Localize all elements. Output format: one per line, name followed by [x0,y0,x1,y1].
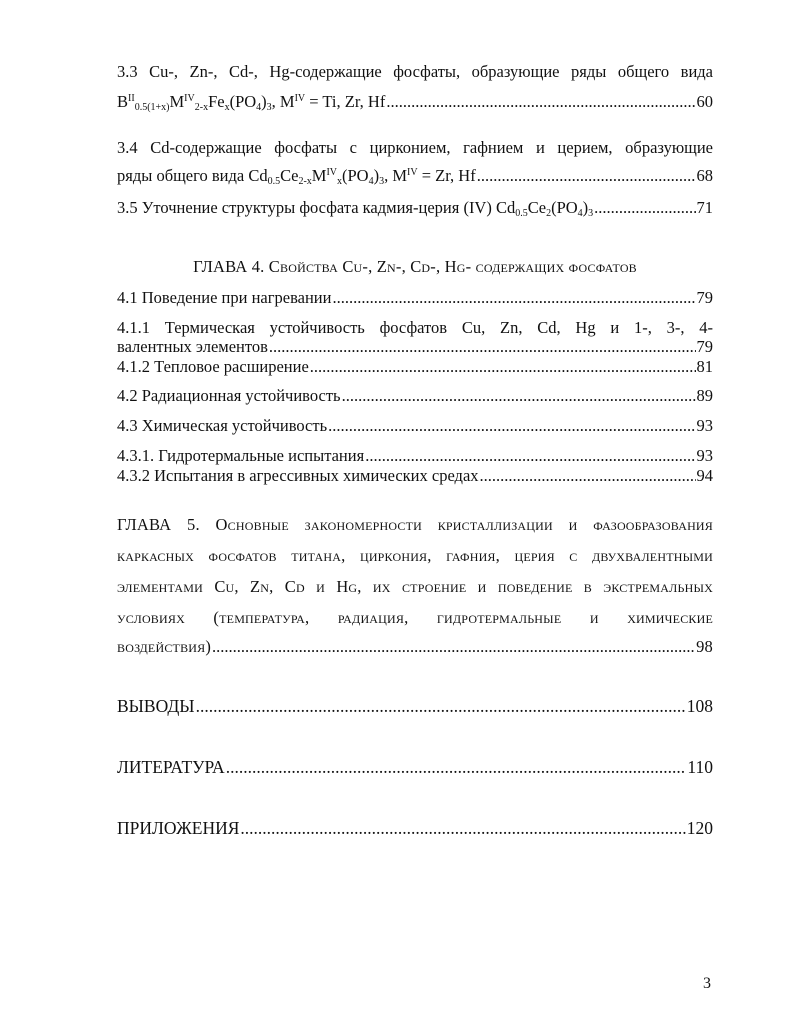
toc-4-3-1-text: 4.3.1. Гидротермальные испытания [117,446,365,465]
leader-dots [226,757,687,777]
toc-3-4-page: 68 [696,166,713,185]
leader-dots [477,166,696,186]
toc-4-3 [117,416,713,436]
leader-dots [480,466,696,486]
toc-literature-page: 110 [687,757,713,777]
chapter-5-line2: каркасных фосфатов титана, циркония, гафния, церия с двухвалентными [117,546,713,565]
chapter-5-line1: ГЛАВА 5. Основные закономерности кристаллизации и фазообразования [117,515,713,534]
toc-4-2-page: 89 [696,386,713,405]
toc-4-3-1-page: 93 [696,446,713,465]
chapter-5-page: 98 [696,637,713,656]
toc-3-5-formula: $Cd_{0.5}Ce_2(PO_4)_3$ [495,198,594,219]
leader-dots [269,337,696,357]
toc-3-4-formula: $Cd_{0.5}Ce_{2-x}M^{IV}_x(PO_4)_3$, $M^{IV} = Zr$, Hf [248,166,476,187]
toc-4-3-text: 4.3 Химическая устойчивость [117,416,328,435]
toc-3-3-formula: $B^{II}_{0.5(1+x)}M^{IV}_{2-x}Fe_x(PO_4)_3$, $M^{IV} = Ti$, Zr, Hf [117,92,386,113]
page-number: 3 [703,975,711,992]
toc-4-3-2-text: 4.3.2 Испытания в агрессивных химических средах [117,466,479,485]
toc-3-5-text: 3.5 Уточнение структуры фосфата кадмия-церия (IV) [117,198,492,217]
toc-4-1-text: 4.1 Поведение при нагревании [117,288,332,307]
toc-3-4-line1: 3.4 Cd-содержащие фосфаты с цирконием, гафнием и церием, образующие [117,138,713,157]
toc-4-3-page: 93 [696,416,713,435]
toc-3-3-line1: 3.3 Cu-, Zn-, Cd-, Hg-содержащие фосфаты, образующие ряды общего вида [117,62,713,81]
toc-literature-text: ЛИТЕРАТУРА [117,757,225,777]
leader-dots [332,288,695,308]
toc-4-3-2-page: 94 [696,466,713,485]
toc-4-1-1-page: 79 [696,337,713,356]
toc-literature [117,757,713,777]
toc-3-3-page: 60 [696,92,713,111]
leader-dots [594,198,695,218]
toc-4-3-1 [117,446,713,466]
leader-dots [328,416,695,436]
toc-appendices [117,818,713,838]
toc-appendices-text: ПРИЛОЖЕНИЯ [117,818,240,838]
leader-dots [342,386,696,406]
toc-4-1-1-text2: валентных элементов [117,337,268,356]
chapter-4-title: ГЛАВА 4. Свойства Cu-, Zn-, Cd-, Hg- содержащих фосфатов [193,257,637,276]
toc-4-1-2-text: 4.1.2 Тепловое расширение [117,357,309,376]
toc-3-3-line2 [117,92,713,112]
toc-4-1-2-page: 81 [696,357,713,376]
toc-3-5 [117,198,713,218]
toc-4-1-page: 79 [696,288,713,307]
toc-conclusions [117,696,713,716]
toc-3-5-page: 71 [696,198,713,217]
chapter-5-line4: условиях (температура, радиация, гидротермальные и химические [117,608,713,627]
toc-4-3-2 [117,466,713,486]
toc-4-1-2 [117,357,713,377]
toc-conclusions-page: 108 [686,696,713,716]
leader-dots [386,92,695,112]
toc-4-1 [117,288,713,308]
chapter-5-text5: воздействия) [117,637,212,656]
toc-4-1-1-line1: 4.1.1 Термическая устойчивость фосфатов Cu, Zn, Cd, Hg и 1-, 3-, 4- [117,318,713,337]
leader-dots [196,696,686,716]
leader-dots [240,818,685,838]
toc-4-2-text: 4.2 Радиационная устойчивость [117,386,341,405]
toc-3-4-prefix: ряды общего вида [117,166,245,185]
leader-dots [310,357,696,377]
toc-4-2 [117,386,713,406]
toc-conclusions-text: ВЫВОДЫ [117,696,195,716]
leader-dots [212,637,695,657]
leader-dots [365,446,695,466]
chapter-5-line5 [117,637,713,657]
toc-4-1-1-line2 [117,337,713,357]
chapter-5-line3: элементами Cu, Zn, Cd и Hg, их строение и поведение в экстремальных [117,577,713,596]
toc-appendices-page: 120 [686,818,713,838]
toc-3-4-line2 [117,166,713,186]
